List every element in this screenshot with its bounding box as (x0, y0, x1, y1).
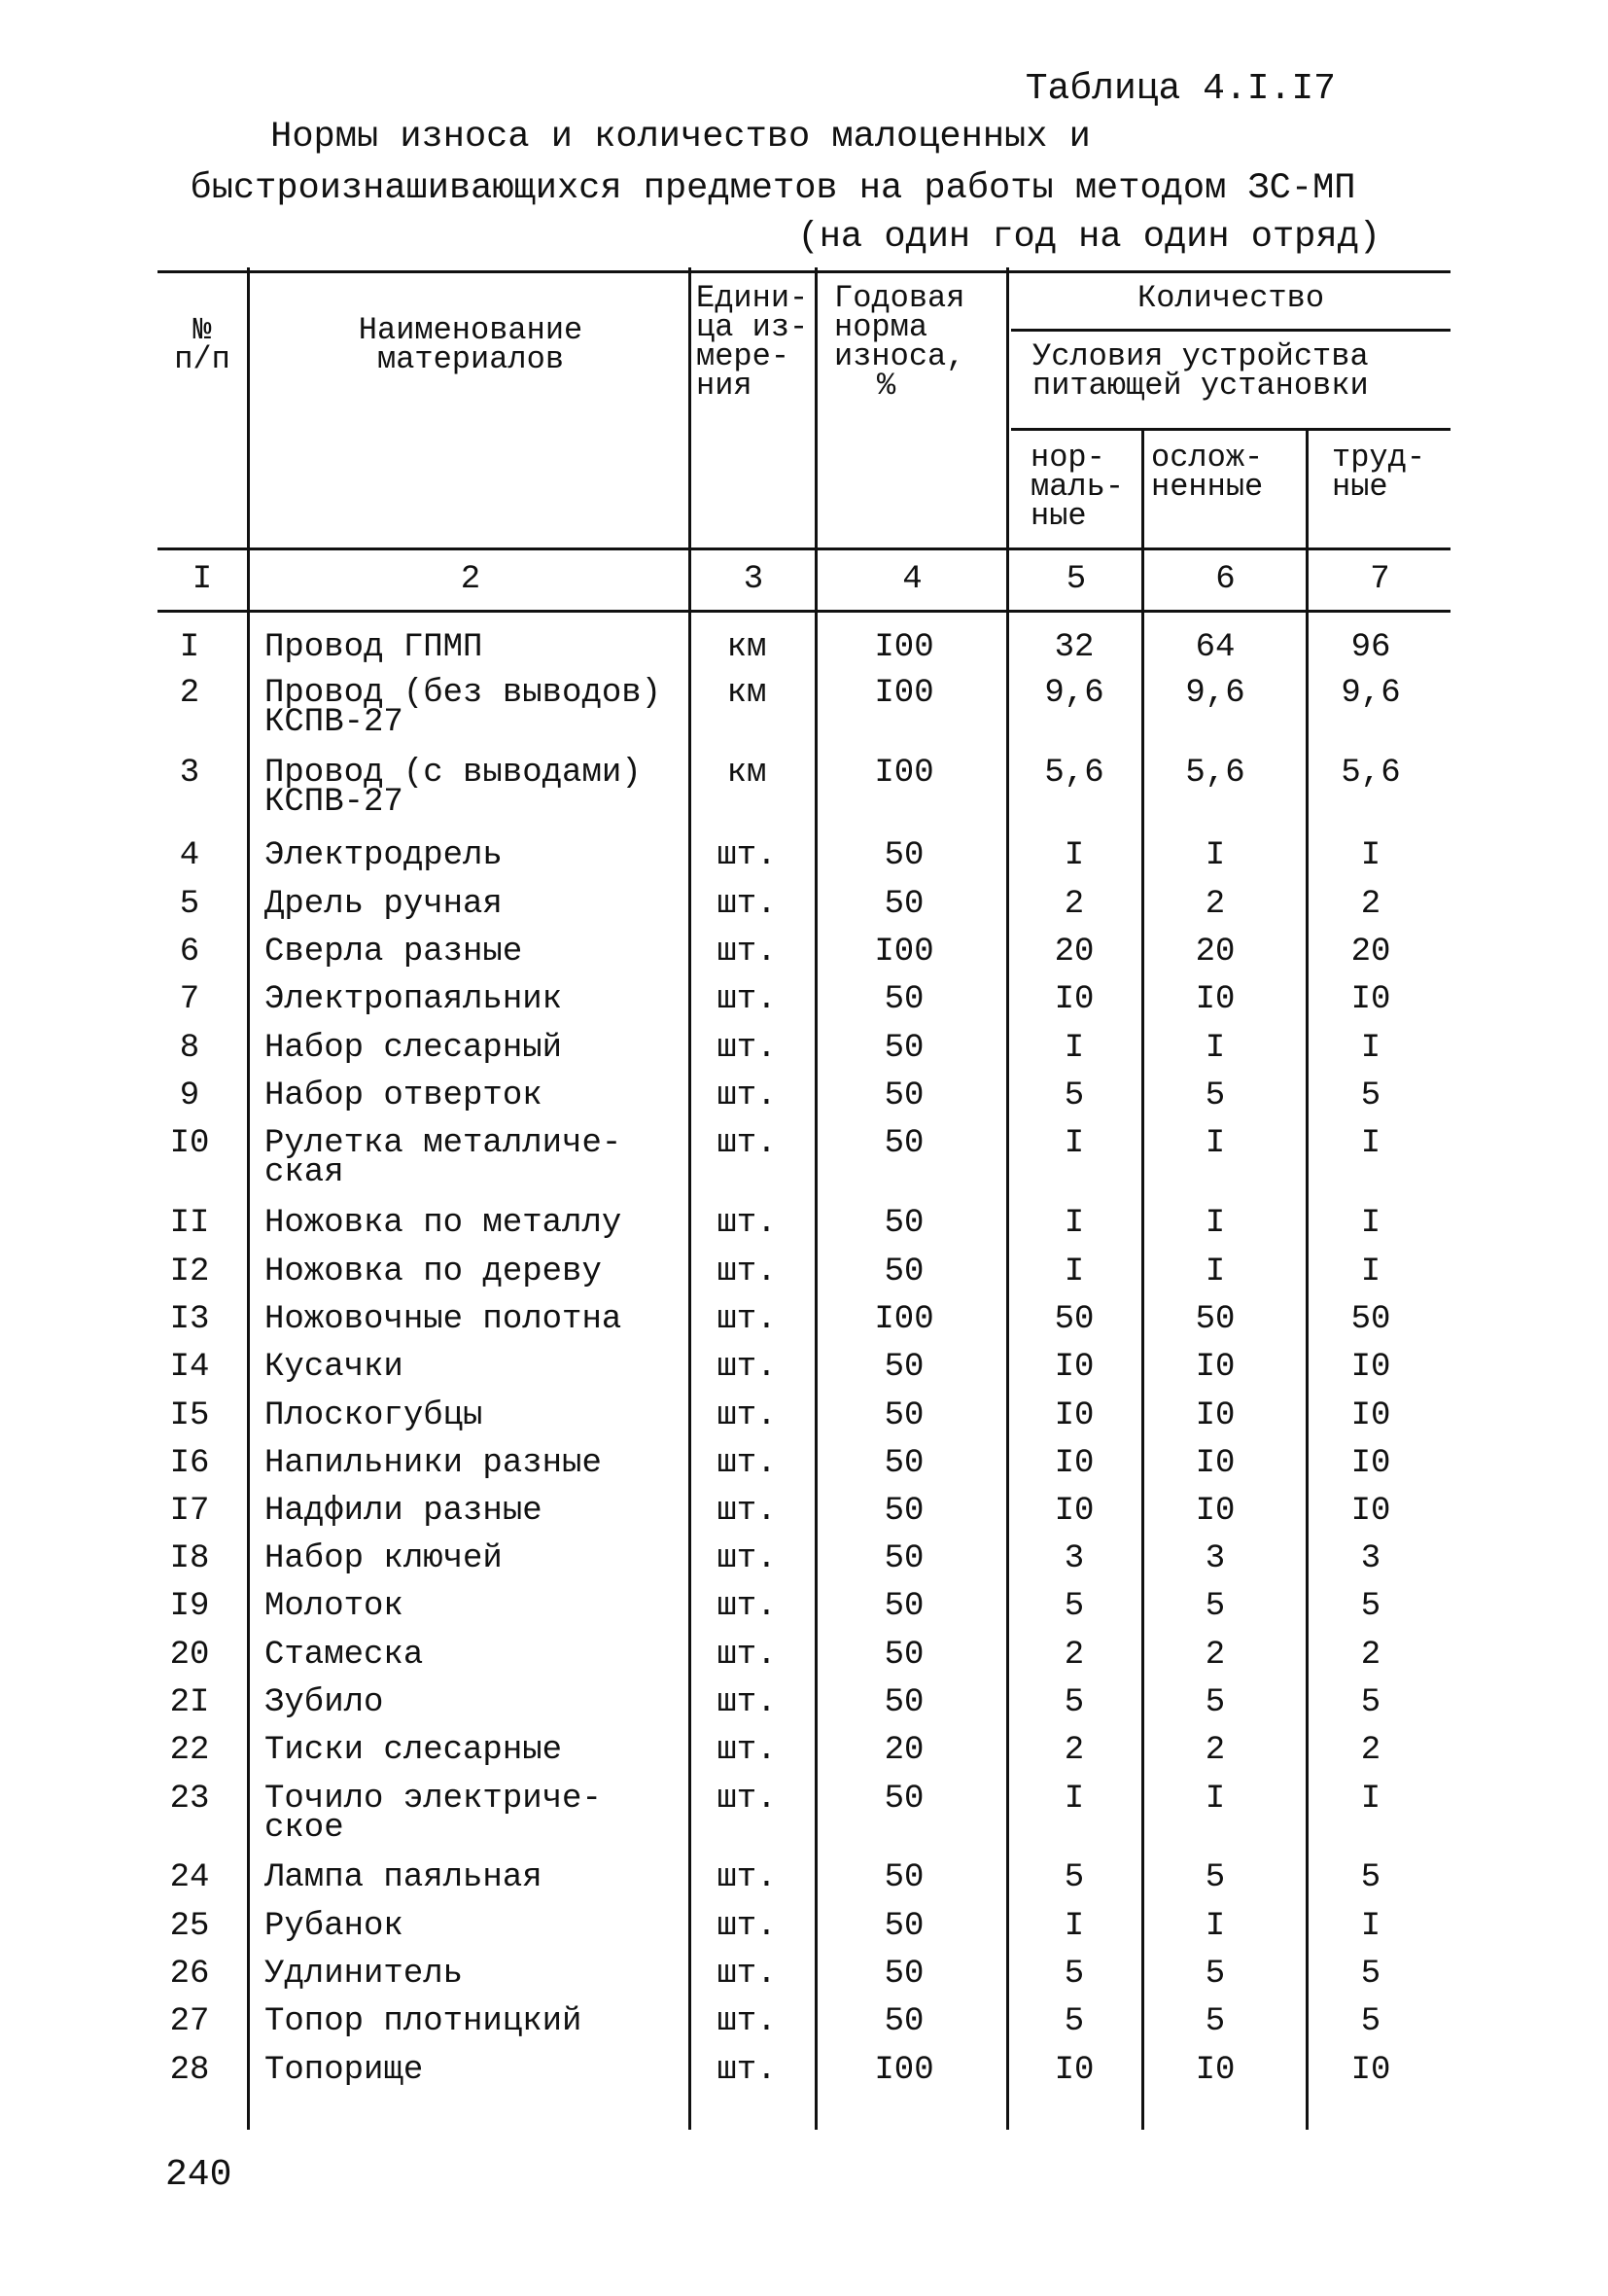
table-label: Таблица 4.I.I7 (1025, 68, 1336, 110)
row-norm: 50 (884, 1540, 925, 1577)
row-number: I5 (169, 1397, 210, 1434)
row-qty-complicated: 20 (1195, 934, 1236, 971)
row-qty-normal: I (1064, 1030, 1085, 1067)
row-name: Набор слесарный (264, 1030, 563, 1067)
row-qty-complicated: I (1205, 1205, 1226, 1242)
row-number: I2 (169, 1254, 210, 1290)
row-qty-normal: 5 (1064, 1956, 1085, 1993)
row-qty-complicated: 64 (1195, 629, 1236, 666)
row-name: Провод ГПМП (264, 629, 483, 666)
row-qty-difficult: I (1360, 1205, 1381, 1242)
row-norm: 50 (884, 1125, 925, 1162)
row-qty-normal: 3 (1064, 1540, 1085, 1577)
row-norm: 50 (884, 1493, 925, 1530)
row-qty-complicated: I0 (1195, 981, 1236, 1018)
row-qty-complicated: 3 (1205, 1540, 1226, 1577)
row-qty-normal: 9,6 (1044, 675, 1104, 712)
row-qty-difficult: 20 (1350, 934, 1391, 971)
row-qty-difficult: 5 (1360, 1859, 1381, 1896)
row-norm: I00 (874, 755, 934, 792)
row-qty-complicated: 5 (1205, 1956, 1226, 1993)
row-name: Рулетка металличе- (264, 1125, 622, 1162)
row-qty-difficult: I0 (1350, 981, 1391, 1018)
row-qty-normal: 5 (1064, 1077, 1085, 1114)
row-norm: 50 (884, 1684, 925, 1721)
row-qty-complicated: I (1205, 837, 1226, 874)
row-qty-normal: I (1064, 1205, 1085, 1242)
row-norm: 50 (884, 1030, 925, 1067)
colnum-bottom-rule (157, 610, 1451, 613)
row-name: Дрель ручная (264, 886, 503, 923)
row-qty-difficult: 50 (1350, 1301, 1391, 1338)
colnum-1: I (192, 561, 213, 598)
header-conditions: Условия устройства питающей установки (1032, 338, 1369, 404)
row-unit: шт. (717, 1445, 777, 1482)
row-norm: 50 (884, 837, 925, 874)
row-qty-difficult: I (1360, 1908, 1381, 1945)
row-name: Стамеска (264, 1637, 424, 1674)
row-qty-complicated: 5 (1205, 1684, 1226, 1721)
row-unit: шт. (717, 1908, 777, 1945)
header-complicated: ослож- ненные (1151, 440, 1264, 505)
row-norm: I00 (874, 934, 934, 971)
header-unit: Едини- ца из- мере- ния (696, 280, 809, 404)
row-name: КСПВ-27 (264, 784, 403, 821)
header-bottom-rule (157, 548, 1451, 550)
row-qty-complicated: 50 (1195, 1301, 1236, 1338)
row-qty-complicated: 5 (1205, 1077, 1226, 1114)
colnum-2: 2 (460, 561, 481, 598)
row-name: Тиски слесарные (264, 1732, 563, 1769)
row-qty-complicated: I (1205, 1125, 1226, 1162)
row-qty-difficult: 3 (1360, 1540, 1381, 1577)
row-qty-difficult: 5 (1360, 1077, 1381, 1114)
row-name: Электропаяльник (264, 981, 563, 1018)
row-norm: 50 (884, 886, 925, 923)
row-unit: шт. (717, 934, 777, 971)
row-unit: шт. (717, 1125, 777, 1162)
row-qty-difficult: 96 (1350, 629, 1391, 666)
header-difficult: труд- ные (1332, 440, 1426, 505)
row-name: Надфили разные (264, 1493, 542, 1530)
row-name: Удлинитель (264, 1956, 464, 1993)
row-qty-complicated: 9,6 (1185, 675, 1245, 712)
row-qty-difficult: 2 (1360, 1732, 1381, 1769)
row-norm: I00 (874, 629, 934, 666)
row-qty-difficult: 5 (1360, 1588, 1381, 1625)
row-norm: 50 (884, 1205, 925, 1242)
row-number: I8 (169, 1540, 210, 1577)
row-qty-complicated: I (1205, 1030, 1226, 1067)
col-divider-5 (1141, 428, 1144, 2130)
row-number: I6 (169, 1445, 210, 1482)
row-unit: шт. (717, 886, 777, 923)
row-unit: шт. (717, 1030, 777, 1067)
col-divider-4 (1006, 267, 1009, 2130)
row-number: 7 (179, 981, 200, 1018)
row-number: 23 (169, 1781, 210, 1818)
row-qty-complicated: I0 (1195, 1349, 1236, 1386)
row-number: 20 (169, 1637, 210, 1674)
row-name: Ножовка по металлу (264, 1205, 622, 1242)
row-qty-difficult: I0 (1350, 1493, 1391, 1530)
row-number: 26 (169, 1956, 210, 1993)
row-name: Провод (без выводов) (264, 675, 662, 712)
row-qty-normal: I0 (1054, 1445, 1095, 1482)
header-quantity: Количество (1136, 280, 1325, 316)
row-qty-difficult: I (1360, 1781, 1381, 1818)
row-unit: шт. (717, 1077, 777, 1114)
row-norm: 50 (884, 2003, 925, 2040)
row-qty-complicated: I (1205, 1254, 1226, 1290)
row-name: Ножовка по дереву (264, 1254, 602, 1290)
row-name: Напильники разные (264, 1445, 602, 1482)
row-qty-difficult: I0 (1350, 1445, 1391, 1482)
row-unit: шт. (717, 1540, 777, 1577)
header-normal: нор- маль- ные (1031, 440, 1125, 534)
row-name: Зубило (264, 1684, 384, 1721)
table-caption-line3: (на один год на один отряд) (797, 217, 1381, 258)
row-name: Провод (с выводами) (264, 755, 642, 792)
row-number: 8 (179, 1030, 200, 1067)
row-qty-normal: 2 (1064, 1732, 1085, 1769)
row-number: II (169, 1205, 210, 1242)
table-top-rule (157, 270, 1451, 273)
row-qty-difficult: I0 (1350, 2052, 1391, 2089)
row-qty-complicated: I0 (1195, 1397, 1236, 1434)
row-qty-complicated: I (1205, 1908, 1226, 1945)
row-qty-normal: I0 (1054, 1349, 1095, 1386)
row-unit: шт. (717, 2052, 777, 2089)
colnum-4: 4 (902, 561, 923, 598)
row-unit: км (726, 755, 767, 792)
col-divider-2 (688, 267, 691, 2130)
row-norm: 50 (884, 981, 925, 1018)
row-qty-difficult: 5 (1360, 1956, 1381, 1993)
row-qty-complicated: 5 (1205, 1859, 1226, 1896)
row-qty-normal: 20 (1054, 934, 1095, 971)
row-qty-difficult: I (1360, 837, 1381, 874)
page-number: 240 (165, 2154, 232, 2196)
row-name: Лампа паяльная (264, 1859, 542, 1896)
row-name: Рубанок (264, 1908, 403, 1945)
row-number: 5 (179, 886, 200, 923)
row-norm: 50 (884, 1859, 925, 1896)
row-qty-normal: 5 (1064, 1588, 1085, 1625)
row-number: 9 (179, 1077, 200, 1114)
row-norm: 50 (884, 1781, 925, 1818)
row-unit: шт. (717, 837, 777, 874)
row-qty-complicated: 5 (1205, 1588, 1226, 1625)
row-qty-complicated: I0 (1195, 2052, 1236, 2089)
row-unit: шт. (717, 1493, 777, 1530)
row-qty-difficult: 2 (1360, 1637, 1381, 1674)
row-number: 22 (169, 1732, 210, 1769)
row-norm: 50 (884, 1637, 925, 1674)
row-unit: шт. (717, 1349, 777, 1386)
colnum-7: 7 (1370, 561, 1390, 598)
row-norm: 50 (884, 1254, 925, 1290)
row-qty-normal: I0 (1054, 2052, 1095, 2089)
row-name: Электродрель (264, 837, 503, 874)
row-qty-difficult: 5 (1360, 1684, 1381, 1721)
row-qty-normal: 50 (1054, 1301, 1095, 1338)
row-number: I (179, 629, 200, 666)
row-qty-difficult: I0 (1350, 1397, 1391, 1434)
row-qty-difficult: 2 (1360, 886, 1381, 923)
row-name: ская (264, 1154, 344, 1191)
colnum-5: 5 (1066, 561, 1087, 598)
colnum-6: 6 (1215, 561, 1236, 598)
row-qty-normal: I (1064, 1781, 1085, 1818)
row-norm: 50 (884, 1349, 925, 1386)
row-qty-difficult: I (1360, 1254, 1381, 1290)
row-qty-complicated: 2 (1205, 886, 1226, 923)
row-qty-difficult: I (1360, 1030, 1381, 1067)
row-qty-complicated: I0 (1195, 1493, 1236, 1530)
row-number: 3 (179, 755, 200, 792)
row-number: I3 (169, 1301, 210, 1338)
row-norm: 50 (884, 1445, 925, 1482)
row-name: Плоскогубцы (264, 1397, 483, 1434)
row-name: ское (264, 1810, 344, 1847)
table-caption-line1: Нормы износа и количество малоценных и (270, 117, 1091, 158)
row-qty-complicated: 5,6 (1185, 755, 1245, 792)
row-number: 4 (179, 837, 200, 874)
row-unit: шт. (717, 1956, 777, 1993)
row-qty-difficult: I (1360, 1125, 1381, 1162)
header-name: Наименование материалов (358, 312, 583, 377)
row-number: I4 (169, 1349, 210, 1386)
row-number: I9 (169, 1588, 210, 1625)
row-norm: 50 (884, 1397, 925, 1434)
row-number: 2 (179, 675, 200, 712)
row-name: Топор плотницкий (264, 2003, 582, 2040)
row-norm: 50 (884, 1077, 925, 1114)
row-qty-normal: 32 (1054, 629, 1095, 666)
row-qty-complicated: 2 (1205, 1732, 1226, 1769)
row-unit: шт. (717, 1397, 777, 1434)
row-qty-normal: I0 (1054, 1493, 1095, 1530)
row-qty-normal: 5,6 (1044, 755, 1104, 792)
row-name: Молоток (264, 1588, 403, 1625)
row-number: 2I (169, 1684, 210, 1721)
row-unit: шт. (717, 1684, 777, 1721)
row-qty-complicated: I0 (1195, 1445, 1236, 1482)
row-norm: I00 (874, 2052, 934, 2089)
row-unit: шт. (717, 1781, 777, 1818)
row-name: Точило электриче- (264, 1781, 602, 1818)
row-qty-complicated: I (1205, 1781, 1226, 1818)
row-norm: 50 (884, 1588, 925, 1625)
row-qty-difficult: 9,6 (1341, 675, 1401, 712)
row-qty-normal: I0 (1054, 1397, 1095, 1434)
colnum-3: 3 (743, 561, 764, 598)
row-unit: шт. (717, 1859, 777, 1896)
row-qty-normal: I (1064, 1254, 1085, 1290)
row-name: Топорище (264, 2052, 424, 2089)
row-norm: 50 (884, 1908, 925, 1945)
header-norm: Годовая норма износа, % (834, 280, 965, 404)
header-num: № п/п (174, 312, 230, 377)
table-caption-line2: быстроизнашивающихся предметов на работы методом ЗС-МП (190, 168, 1356, 209)
row-unit: шт. (717, 2003, 777, 2040)
row-qty-normal: 2 (1064, 886, 1085, 923)
row-unit: шт. (717, 1301, 777, 1338)
row-unit: км (726, 629, 767, 666)
row-norm: I00 (874, 675, 934, 712)
row-qty-normal: 5 (1064, 2003, 1085, 2040)
row-unit: шт. (717, 1205, 777, 1242)
row-qty-normal: I0 (1054, 981, 1095, 1018)
row-number: 25 (169, 1908, 210, 1945)
row-number: 28 (169, 2052, 210, 2089)
row-qty-difficult: I0 (1350, 1349, 1391, 1386)
row-norm: I00 (874, 1301, 934, 1338)
row-norm: 20 (884, 1732, 925, 1769)
row-unit: шт. (717, 981, 777, 1018)
row-number: 27 (169, 2003, 210, 2040)
quantity-rule (1011, 329, 1451, 332)
row-qty-normal: I (1064, 1125, 1085, 1162)
row-number: I0 (169, 1125, 210, 1162)
col-divider-1 (247, 267, 250, 2130)
row-qty-normal: 5 (1064, 1684, 1085, 1721)
row-number: 6 (179, 934, 200, 971)
row-unit: шт. (717, 1732, 777, 1769)
row-qty-difficult: 5 (1360, 2003, 1381, 2040)
conditions-rule (1011, 428, 1451, 431)
col-divider-3 (815, 267, 818, 2130)
row-norm: 50 (884, 1956, 925, 1993)
row-number: 24 (169, 1859, 210, 1896)
row-qty-normal: 2 (1064, 1637, 1085, 1674)
row-number: I7 (169, 1493, 210, 1530)
row-name: Кусачки (264, 1349, 403, 1386)
row-unit: шт. (717, 1588, 777, 1625)
row-qty-normal: 5 (1064, 1859, 1085, 1896)
row-unit: шт. (717, 1254, 777, 1290)
row-name: Набор отверток (264, 1077, 542, 1114)
row-name: Ножовочные полотна (264, 1301, 622, 1338)
row-name: КСПВ-27 (264, 704, 403, 741)
row-qty-normal: I (1064, 837, 1085, 874)
row-name: Сверла разные (264, 934, 523, 971)
row-qty-normal: I (1064, 1908, 1085, 1945)
row-unit: шт. (717, 1637, 777, 1674)
row-qty-complicated: 2 (1205, 1637, 1226, 1674)
row-qty-difficult: 5,6 (1341, 755, 1401, 792)
row-unit: км (726, 675, 767, 712)
row-name: Набор ключей (264, 1540, 503, 1577)
row-qty-complicated: 5 (1205, 2003, 1226, 2040)
